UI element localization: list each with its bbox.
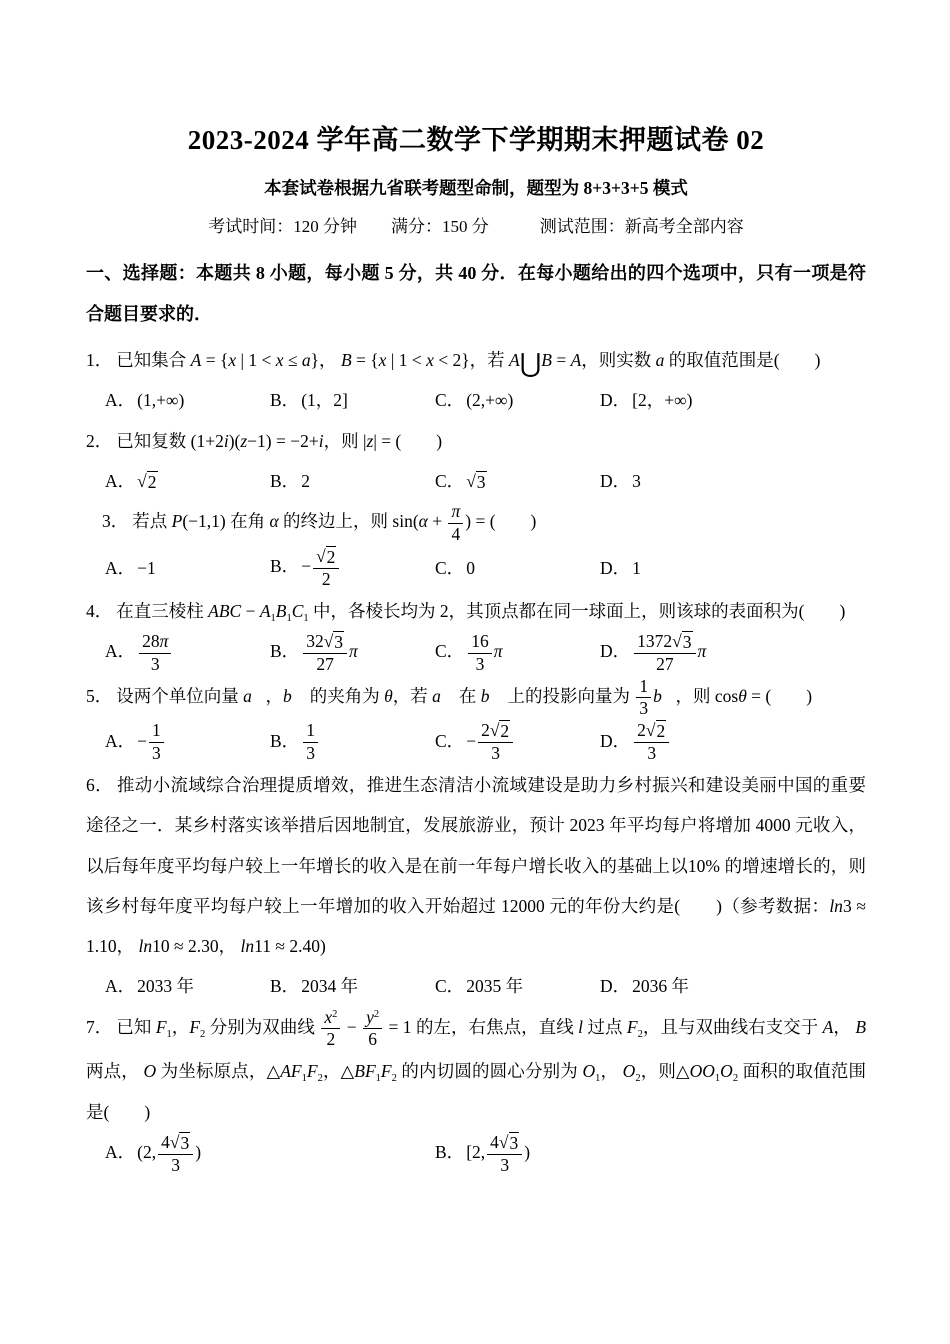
radical — [170, 1132, 190, 1153]
math-variable: x — [228, 350, 237, 370]
option-content: − 2 √ 2 3 — [466, 731, 515, 751]
math-variable: F — [155, 1016, 167, 1037]
fraction — [313, 546, 339, 591]
radicand: 3 — [509, 1132, 519, 1153]
option-label: D． — [600, 470, 631, 491]
answer-option — [105, 1132, 435, 1177]
option-content — [632, 720, 671, 764]
fraction-denominator: 3 — [639, 698, 649, 719]
math-variable: a — [301, 350, 311, 370]
fraction — [634, 631, 695, 676]
question-number: 1． — [86, 350, 113, 370]
answer-option — [270, 380, 435, 420]
math-variable: π — [159, 630, 169, 651]
fraction-denominator: 3 — [306, 743, 315, 764]
section-heading: 一、选择题：本题共 8 小题，每小题 5 分，共 40 分．在每小题给出的四个选项中，只有一项是符合题目要求的． — [86, 263, 866, 324]
radical-sign: √ — [323, 630, 334, 651]
option-label: C． — [435, 558, 465, 578]
option-label: A． — [105, 558, 136, 578]
options-row — [86, 546, 866, 591]
option-content: −1 — [137, 558, 156, 578]
math-variable: F — [626, 1016, 638, 1037]
subscript: 2 — [635, 1073, 641, 1085]
answer-option — [270, 546, 435, 591]
option-content: − $\frac{1}{3}$ — [137, 731, 166, 751]
answer-option — [270, 631, 435, 676]
radical — [490, 720, 510, 741]
fraction-denominator: 27 — [656, 653, 674, 674]
option-content: 2 — [301, 470, 310, 491]
math-variable: F — [364, 1061, 376, 1082]
math-variable: i — [318, 430, 324, 451]
question-stem — [86, 765, 866, 966]
math-variable: ln — [829, 895, 843, 916]
fraction-denominator: 27 — [316, 653, 334, 674]
question-stem — [86, 1007, 866, 1132]
option-label: D． — [600, 730, 631, 751]
answer-option — [435, 1132, 866, 1177]
math-variable: π — [451, 501, 461, 521]
math-variable: A — [190, 350, 202, 370]
math-variable: b⃗ — [653, 685, 676, 706]
subscript: 1 — [595, 1073, 601, 1085]
answer-option — [435, 631, 600, 676]
question-text: 若点 P(−1,1) 在角 α 的终边上，则 sin(α + $\frac{\pi}{4}$ ) = ( ) — [132, 501, 537, 544]
question — [86, 1007, 866, 1177]
exam-info-line: 考试时间：120 分钟 满分：150 分 测试范围：新高考全部内容 — [208, 217, 744, 236]
radical-sign: √ — [672, 630, 682, 651]
math-variable: x — [426, 350, 434, 370]
math-variable: B — [354, 1061, 365, 1082]
math-variable: O — [702, 1061, 715, 1082]
option-label: C． — [435, 641, 465, 662]
math-variable: a — [655, 350, 665, 370]
math-variable: C — [291, 600, 304, 621]
option-content: (2,+∞) — [466, 390, 514, 411]
option-content — [466, 630, 503, 674]
option-label: C． — [435, 390, 465, 411]
subscript: 2 — [391, 1073, 397, 1085]
option-content: [2，+∞) — [632, 390, 693, 411]
question-number: 3． — [102, 511, 129, 532]
math-variable: F — [380, 1061, 392, 1082]
question-stem — [86, 591, 866, 631]
fraction-denominator: 3 — [475, 653, 485, 674]
superscript: 2 — [373, 1008, 380, 1020]
math-variable: ln — [138, 936, 153, 956]
subscript: 1 — [375, 1073, 381, 1085]
radical — [324, 631, 344, 652]
answer-option — [600, 461, 866, 501]
math-variable: z — [240, 430, 248, 451]
math-variable: l — [578, 1016, 584, 1037]
fraction-denominator: 6 — [368, 1029, 377, 1050]
question-number: 5． — [86, 685, 113, 706]
question-text: 设两个单位向量 a⃗，b⃗ 的夹角为 θ，若 a⃗ 在 b⃗ 上的投影向量为 $\frac{1}{3}$ b⃗，则 cosθ = ( ) — [116, 675, 813, 719]
math-variable: B — [340, 350, 352, 370]
options-row — [86, 720, 866, 765]
math-variable: π — [697, 641, 707, 662]
fraction — [149, 720, 164, 765]
fraction-numerator: 4 √ 3 — [158, 1132, 193, 1155]
superscript: 2 — [332, 1008, 338, 1020]
subscript: 1 — [301, 1073, 307, 1085]
answer-option — [105, 631, 270, 676]
subscript: 1 — [714, 1073, 721, 1085]
exam-subtitle: 本套试卷根据九省联考题型命制，题型为 8+3+3+5 模式 — [264, 178, 688, 198]
option-content — [137, 471, 157, 491]
question-stem — [86, 501, 866, 546]
radical-sign: √ — [137, 470, 147, 491]
question — [86, 676, 866, 766]
question-number: 7． — [86, 1016, 113, 1037]
math-variable: θ — [738, 685, 747, 706]
math-variable: O — [582, 1061, 596, 1082]
answer-option — [435, 380, 600, 420]
math-variable: x — [378, 350, 387, 370]
radicand: 2 — [500, 721, 510, 742]
fraction-numerator: 2 √ 2 — [634, 720, 669, 743]
answer-option — [600, 631, 866, 676]
fraction-numerator — [313, 546, 339, 569]
option-content: (1，2] — [301, 390, 348, 411]
question — [86, 591, 866, 676]
math-variable: x — [275, 350, 284, 370]
question-stem — [86, 421, 866, 461]
union-symbol: ⋃ — [519, 348, 542, 379]
radical — [672, 631, 692, 652]
math-variable: F — [306, 1061, 318, 1082]
option-label: A． — [105, 976, 136, 997]
radical-sign: √ — [466, 470, 476, 491]
math-variable: A — [259, 600, 271, 621]
option-content: − √ 2 2 — [301, 556, 341, 576]
option-content: 1 — [632, 558, 641, 578]
fraction-denominator: 3 — [152, 743, 161, 764]
option-label: D． — [600, 641, 631, 662]
radicand: 3 — [180, 1132, 190, 1153]
fraction-numerator: 1 — [636, 676, 651, 699]
option-label: A． — [105, 470, 136, 491]
fraction-denominator: 3 — [171, 1154, 181, 1175]
page-title: 2023-2024 学年高二数学下学期期末押题试卷 02 — [187, 125, 765, 155]
radical-sign: √ — [489, 720, 500, 741]
option-content: (1,+∞) — [137, 390, 185, 411]
option-content: 3 — [632, 470, 641, 491]
math-variable: a⃗ — [243, 685, 266, 706]
math-variable: O — [689, 1061, 703, 1082]
question-text: 已知 $F_1$，$F_2$ 分别为双曲线 $\frac{x^2}{2}$ − $\frac{y^2}{6}$ = 1 的左，右焦点，直线 l 过点 $F_2$，且与双曲线右支交于 A， B 两点， O 为坐标原点，$\triangle AF_1F_2$，$\triangle BF_1F_2$ 的内切圆的圆心分别为 $O_1$， $O_2$，则$\triangle OO_1O_2$ 面积的取值范围是( ) — [86, 1006, 867, 1122]
option-content: (2, 4 √ 3 3 ) — [137, 1131, 202, 1175]
subscript: 2 — [732, 1073, 739, 1085]
answer-option — [600, 966, 866, 1006]
math-variable: b⃗ — [283, 685, 306, 706]
math-variable: a⃗ — [432, 685, 455, 706]
options-row — [86, 966, 866, 1006]
math-variable: P — [171, 511, 183, 532]
fraction — [303, 631, 347, 676]
fraction — [363, 1007, 382, 1052]
option-label: B． — [270, 730, 300, 751]
subscript: 1 — [166, 1029, 172, 1041]
options-row — [86, 631, 866, 676]
math-variable: B — [855, 1016, 867, 1037]
fraction-numerator — [448, 501, 463, 524]
radical-sign: √ — [316, 545, 326, 566]
question-stem — [86, 340, 866, 380]
answer-option — [105, 380, 270, 420]
fraction-denominator: 3 — [491, 743, 500, 764]
fraction — [468, 631, 492, 676]
option-label: C． — [435, 470, 465, 491]
fraction-denominator: 3 — [500, 1154, 510, 1175]
option-content — [301, 720, 320, 764]
math-variable: F — [189, 1016, 201, 1037]
options-row — [86, 380, 866, 420]
fraction-numerator: 4 √ 3 — [487, 1132, 522, 1155]
answer-option — [435, 966, 600, 1006]
math-variable: B — [275, 600, 287, 621]
question-text: 推动小流域综合治理提质增效，推进生态清洁小流域建设是助力乡村振兴和建设美丽中国的重要途径之一．某乡村落实该举措后因地制宜，发展旅游业，预计 2023 年平均每户将增加 4000 元收入，以后每年度平均每户较上一年增长的收入是在前一年每户增长收入的基础上以10% 的增速增长的，则该乡村每年度平均每户较上一年增加的收入开始超过 12000 元的年份大约是( )（参考数据：ln3 ≈ 1.10， ln10 ≈ 2.30， ln11 ≈ 2.40) — [86, 775, 867, 956]
math-variable: i — [223, 430, 229, 451]
options-row — [86, 1132, 866, 1177]
subscript: 2 — [200, 1029, 206, 1041]
radical — [137, 471, 157, 492]
fraction-numerator: 1 — [303, 720, 318, 743]
fraction — [478, 720, 513, 765]
option-content: 0 — [466, 558, 475, 578]
math-variable: A — [822, 1016, 834, 1037]
fraction-numerator: 32 √ 3 — [303, 631, 347, 654]
answer-option — [600, 548, 866, 588]
question-text: 已知集合 A = {x | 1 < x ≤ a}， B = {x | 1 < x < 2}，若 A⋃B = A，则实数 a 的取值范围是( ) — [116, 348, 821, 379]
option-content: 2035 年 — [466, 976, 524, 997]
option-label: B． — [435, 1142, 465, 1163]
math-variable: A — [509, 350, 520, 370]
math-variable: A — [570, 350, 582, 370]
math-variable: y — [366, 1006, 374, 1027]
fraction-numerator: 16 — [468, 631, 492, 654]
option-label: A． — [105, 390, 136, 411]
option-label: A． — [105, 730, 136, 751]
option-content: 2033 年 — [137, 976, 195, 997]
math-variable: O — [143, 1061, 157, 1082]
fraction — [321, 1007, 340, 1052]
question-text: 在直三棱柱 ABC − $A_1B_1C_1$ 中，各棱长均为 2，其顶点都在同一球面上，则该球的表面积为( ) — [116, 600, 846, 624]
subscript: 2 — [637, 1029, 643, 1041]
question-number: 2． — [86, 430, 113, 451]
option-label: B． — [270, 976, 300, 997]
fraction-denominator: 2 — [326, 1029, 336, 1050]
radical — [646, 720, 666, 741]
math-variable: O — [622, 1061, 636, 1082]
question-number: 4． — [86, 600, 113, 621]
option-label: B． — [270, 390, 300, 411]
math-variable: θ — [384, 685, 393, 706]
answer-option — [105, 461, 270, 501]
radicand: 2 — [147, 471, 157, 492]
option-content: 2034 年 — [301, 976, 359, 997]
fraction-denominator: 3 — [647, 743, 657, 764]
option-content: [2, 4 √ 3 3 ) — [466, 1131, 531, 1175]
math-variable: b⃗ — [480, 685, 504, 706]
radical — [499, 1132, 519, 1153]
math-variable: α — [269, 511, 279, 532]
option-content: 2036 年 — [632, 976, 690, 997]
answer-option — [435, 461, 600, 501]
fraction-numerator: 28π — [139, 631, 171, 654]
radical — [316, 546, 336, 567]
fraction-denominator: 4 — [451, 523, 461, 544]
radicand: 2 — [656, 721, 666, 742]
fraction — [634, 720, 669, 765]
math-variable: ABC — [208, 600, 242, 621]
fraction — [448, 501, 463, 546]
radical-sign: √ — [169, 1131, 180, 1152]
answer-option — [435, 548, 600, 588]
answer-option — [105, 720, 270, 765]
answer-option — [600, 380, 866, 420]
answer-option — [105, 548, 270, 588]
math-variable: B — [541, 350, 552, 370]
answer-option — [270, 720, 435, 765]
option-content — [301, 630, 358, 674]
fraction-denominator: 2 — [321, 568, 331, 589]
subscript: 1 — [286, 612, 292, 624]
question-stem — [86, 676, 866, 721]
option-content — [632, 630, 707, 674]
math-variable: α — [418, 511, 428, 532]
subscript: 1 — [303, 612, 309, 624]
math-variable: ln — [240, 936, 255, 956]
option-label: D． — [600, 976, 631, 997]
options-row — [86, 461, 866, 501]
option-label: B． — [270, 556, 300, 577]
option-label: A． — [105, 1142, 136, 1163]
option-label: A． — [105, 641, 136, 662]
radicand: 3 — [476, 471, 486, 492]
radicand: 3 — [682, 631, 692, 652]
math-variable: z — [366, 430, 374, 451]
option-label: B． — [270, 470, 300, 491]
fraction-numerator — [363, 1007, 382, 1030]
math-variable: π — [349, 641, 358, 662]
math-variable: π — [493, 641, 503, 662]
radicand: 3 — [334, 631, 344, 652]
fraction — [303, 720, 318, 765]
math-variable: x — [324, 1006, 333, 1027]
answer-option — [105, 966, 270, 1006]
math-variable: A — [280, 1061, 291, 1082]
option-label: C． — [435, 730, 465, 751]
answer-option — [600, 720, 866, 765]
subscript: 1 — [270, 612, 276, 624]
answer-option — [270, 461, 435, 501]
question — [86, 765, 866, 1007]
radical — [466, 471, 486, 492]
question-number: 6． — [86, 775, 113, 795]
fraction — [158, 1132, 193, 1177]
option-label: D． — [600, 558, 631, 578]
fraction-numerator: 1372 √ 3 — [634, 631, 695, 654]
radical-sign: √ — [645, 720, 656, 741]
answer-option — [435, 720, 600, 765]
radical-sign: √ — [498, 1131, 509, 1152]
fraction — [139, 631, 171, 676]
math-variable: F — [290, 1061, 302, 1082]
fraction-numerator — [321, 1007, 340, 1030]
fraction — [487, 1132, 522, 1177]
radicand: 2 — [326, 546, 336, 567]
fraction-numerator: 2 √ 2 — [478, 720, 513, 743]
answer-option — [270, 966, 435, 1006]
question — [86, 501, 866, 591]
math-variable: O — [720, 1061, 733, 1082]
option-label: D． — [600, 390, 631, 411]
fraction-numerator: 1 — [149, 720, 164, 743]
fraction — [636, 676, 651, 721]
question — [86, 340, 866, 421]
question — [86, 421, 866, 502]
question-text: 已知复数 (1+2i)(z−1) = −2+i，则 |z| = ( ) — [116, 430, 443, 451]
question-list — [86, 340, 866, 1177]
option-label: C． — [435, 976, 465, 997]
option-label: B． — [270, 641, 300, 662]
option-content — [466, 471, 486, 491]
fraction-denominator: 3 — [150, 653, 160, 674]
subscript: 2 — [317, 1073, 323, 1085]
